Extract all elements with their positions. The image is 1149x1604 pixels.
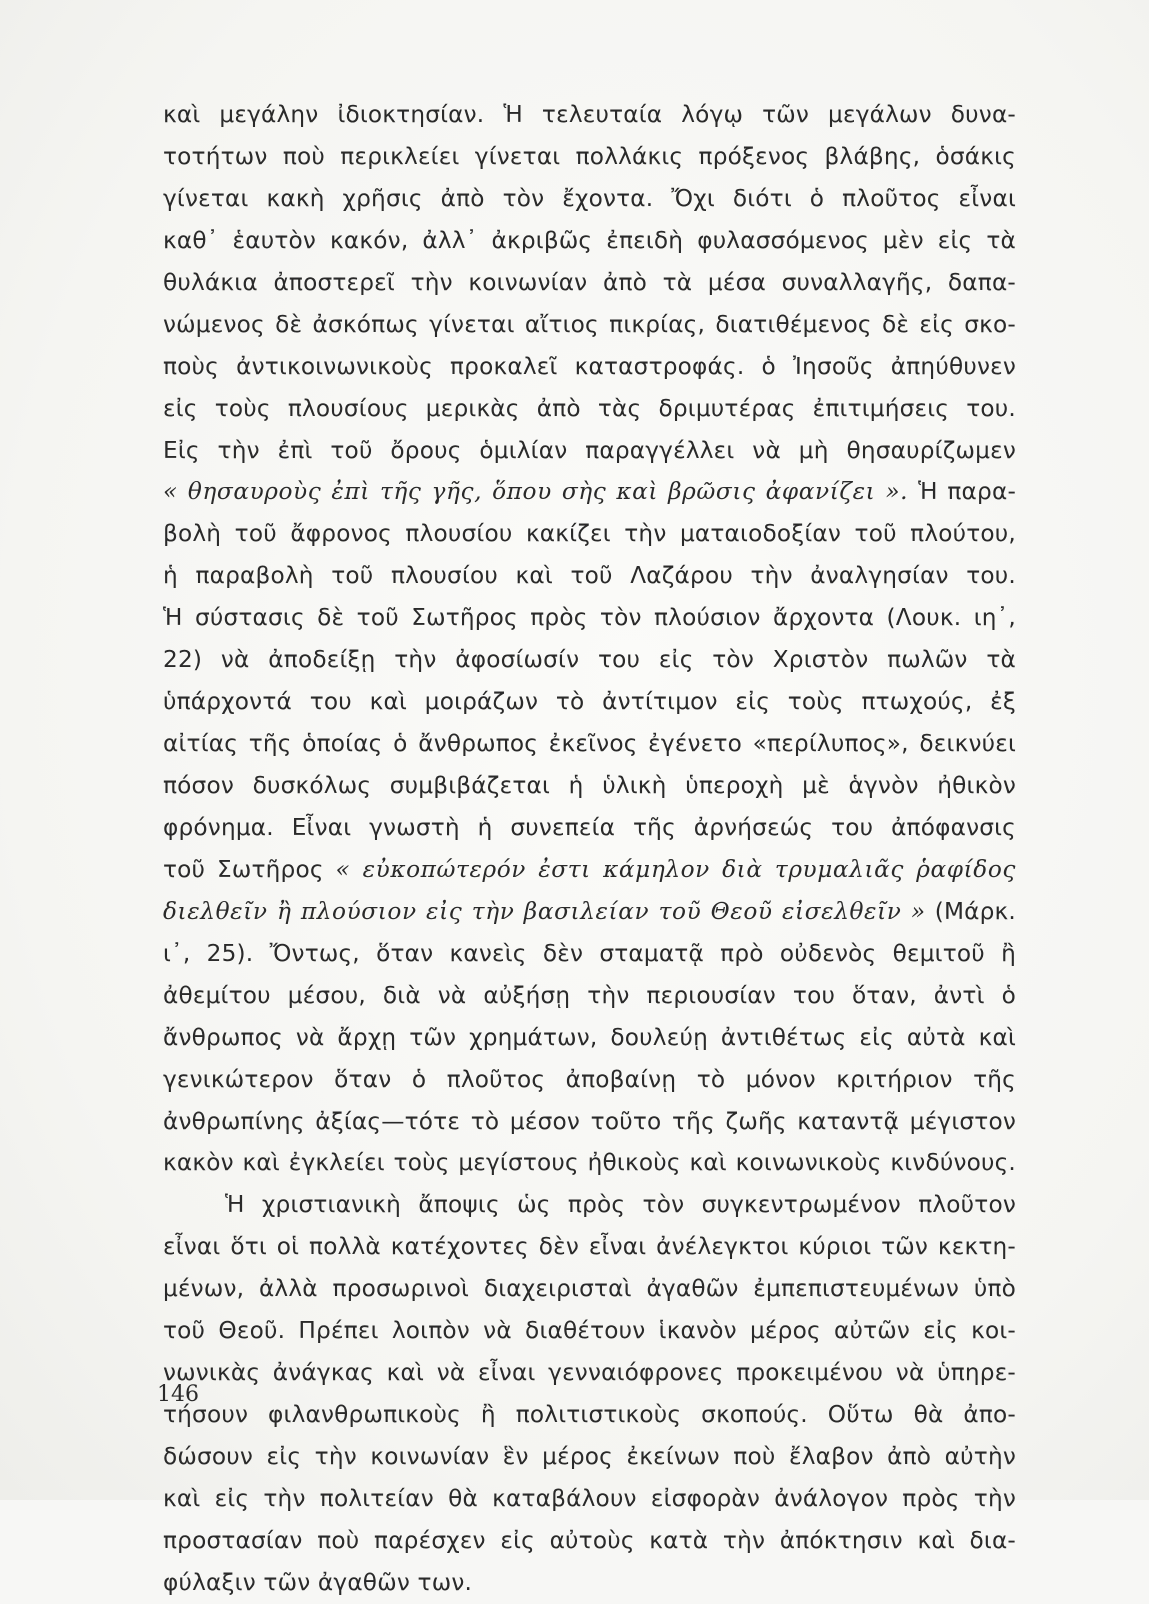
text-line: τοῦ Θεοῦ. Πρέπει λοιπὸν νὰ διαθέτουν ἱκανὸν μέρος αὐτῶν εἰς κοι- xyxy=(163,1317,1016,1345)
body-text xyxy=(163,94,1016,1604)
text-line: εἰς τοὺς πλουσίους μερικὰς ἀπὸ τὰς δριμυτέρας ἐπιτιμήσεις του. xyxy=(163,394,1016,422)
text-line: νωνικὰς ἀνάγκας καὶ νὰ εἶναι γενναιόφρονες προκειμένου νὰ ὑπηρε- xyxy=(163,1359,1016,1387)
text-line: 22) νὰ ἀποδείξῃ τὴν ἀφοσίωσίν του εἰς τὸν Χριστὸν πωλῶν τὰ xyxy=(163,646,1016,674)
text-line xyxy=(163,849,1016,891)
text-line: κακὸν καὶ ἐγκλείει τοὺς μεγίστους ἠθικοὺς καὶ κοινωνικοὺς κινδύνους. xyxy=(163,1149,1016,1177)
text-line: Ἡ χριστιανικὴ ἄποψις ὡς πρὸς τὸν συγκεντρωμένον πλοῦτον xyxy=(225,1191,1016,1219)
text-line: ὑπάρχοντά του καὶ μοιράζων τὸ ἀντίτιμον εἰς τοὺς πτωχούς, ἐξ xyxy=(163,688,1016,716)
scripture-quote: διελθεῖν ἢ πλούσιον εἰς τὴν βασιλείαν τοῦ Θεοῦ εἰσελθεῖν » xyxy=(163,897,926,925)
text-line: ἄνθρωπος νὰ ἄρχῃ τῶν χρημάτων, δουλεύῃ ἀντιθέτως εἰς αὐτὰ καὶ xyxy=(163,1023,1016,1051)
text-line: αἰτίας τῆς ὁποίας ὁ ἄνθρωπος ἐκεῖνος ἐγένετο «περίλυπος», δεικνύει xyxy=(163,730,1016,758)
text-line: γενικώτερον ὅταν ὁ πλοῦτος ἀποβαίνῃ τὸ μόνον κριτήριον τῆς xyxy=(163,1065,1016,1093)
text-line: ἡ παραβολὴ τοῦ πλουσίου καὶ τοῦ Λαζάρου τὴν ἀναλγησίαν του. xyxy=(163,562,1016,590)
text-line: τοτήτων ποὺ περικλείει γίνεται πολλάκις πρόξενος βλάβης, ὁσάκις xyxy=(163,142,1016,170)
text-line: καὶ εἰς τὴν πολιτείαν θὰ καταβάλουν εἰσφορὰν ἀνάλογον πρὸς τὴν xyxy=(163,1484,1016,1512)
scripture-quote: « θησαυροὺς ἐπὶ τῆς γῆς, ὅπου σὴς καὶ βρῶσις ἀφανίζει ». xyxy=(163,478,919,506)
text-line: δώσουν εἰς τὴν κοινωνίαν ἓν μέρος ἐκείνων ποὺ ἔλαβον ἀπὸ αὐτὴν xyxy=(163,1443,1016,1470)
text-line: τήσουν φιλανθρωπικοὺς ἢ πολιτιστικοὺς σκοπούς. Οὕτω θὰ ἀπο- xyxy=(163,1401,1016,1429)
text-line: εἶναι ὅτι οἱ πολλὰ κατέχοντες δὲν εἶναι ἀνέλεγκτοι κύριοι τῶν κεκτη- xyxy=(163,1233,1016,1261)
page-number: 146 xyxy=(157,1382,199,1407)
text-span: (Μάρκ. xyxy=(925,897,1016,925)
text-line: πόσον δυσκόλως συμβιβάζεται ἡ ὑλικὴ ὑπεροχὴ μὲ ἁγνὸν ἠθικὸν xyxy=(163,772,1016,799)
text-line: προστασίαν ποὺ παρέσχεν εἰς αὐτοὺς κατὰ τὴν ἀπόκτησιν καὶ δια- xyxy=(163,1526,1016,1554)
text-line: φύλαξιν τῶν ἀγαθῶν των. xyxy=(163,1568,473,1596)
text-span: τοῦ Σωτῆρος xyxy=(163,855,336,883)
text-line: Ἡ σύστασις δὲ τοῦ Σωτῆρος πρὸς τὸν πλούσιον ἄρχοντα (Λουκ. ιη᾽, xyxy=(163,604,1016,632)
text-line xyxy=(163,891,1016,933)
text-span: Ἡ παρα- xyxy=(918,478,1017,506)
text-line: καθ᾽ ἑαυτὸν κακόν, ἀλλ᾽ ἀκριβῶς ἐπειδὴ φυλασσόμενος μὲν εἰς τὰ xyxy=(163,226,1016,254)
text-line: νώμενος δὲ ἀσκόπως γίνεται αἴτιος πικρίας, διατιθέμενος δὲ εἰς σκο- xyxy=(163,310,1016,338)
text-line: ἀνθρωπίνης ἀξίας—τότε τὸ μέσον τοῦτο τῆς ζωῆς καταντᾷ μέγιστον xyxy=(163,1107,1016,1135)
text-line xyxy=(163,471,1016,513)
text-line: ποὺς ἀντικοινωνικοὺς προκαλεῖ καταστροφάς. ὁ Ἰησοῦς ἀπηύθυνεν xyxy=(163,352,1016,380)
text-line: καὶ μεγάλην ἰδιοκτησίαν. Ἡ τελευταία λόγῳ τῶν μεγάλων δυνα- xyxy=(163,101,1016,128)
text-line: ἀθεμίτου μέσου, διὰ νὰ αὐξήσῃ τὴν περιουσίαν του ὅταν, ἀντὶ ὁ xyxy=(163,981,1016,1009)
text-line: Εἰς τὴν ἐπὶ τοῦ ὄρους ὁμιλίαν παραγγέλλει νὰ μὴ θησαυρίζωμεν xyxy=(163,436,1016,464)
scripture-quote: « εὐκοπώτερόν ἐστι κάμηλον διὰ τρυμαλιᾶς ῥαφίδος xyxy=(335,855,1016,883)
text-line: βολὴ τοῦ ἄφρονος πλουσίου κακίζει τὴν ματαιοδοξίαν τοῦ πλούτου, xyxy=(163,520,1016,548)
text-line: ι᾽, 25). Ὄντως, ὅταν κανεὶς δὲν σταματᾷ πρὸ οὐδενὸς θεμιτοῦ ἢ xyxy=(163,939,1016,967)
text-line: φρόνημα. Εἶναι γνωστὴ ἡ συνεπεία τῆς ἀρνήσεώς του ἀπόφανσις xyxy=(163,813,1016,841)
text-line: θυλάκια ἀποστερεῖ τὴν κοινωνίαν ἀπὸ τὰ μέσα συναλλαγῆς, δαπα- xyxy=(163,268,1016,296)
text-line: μένων, ἀλλὰ προσωρινοὶ διαχειρισταὶ ἀγαθῶν ἐμπεπιστευμένων ὑπὸ xyxy=(163,1275,1016,1303)
text-line: γίνεται κακὴ χρῆσις ἀπὸ τὸν ἔχοντα. Ὄχι διότι ὁ πλοῦτος εἶναι xyxy=(163,184,1016,212)
